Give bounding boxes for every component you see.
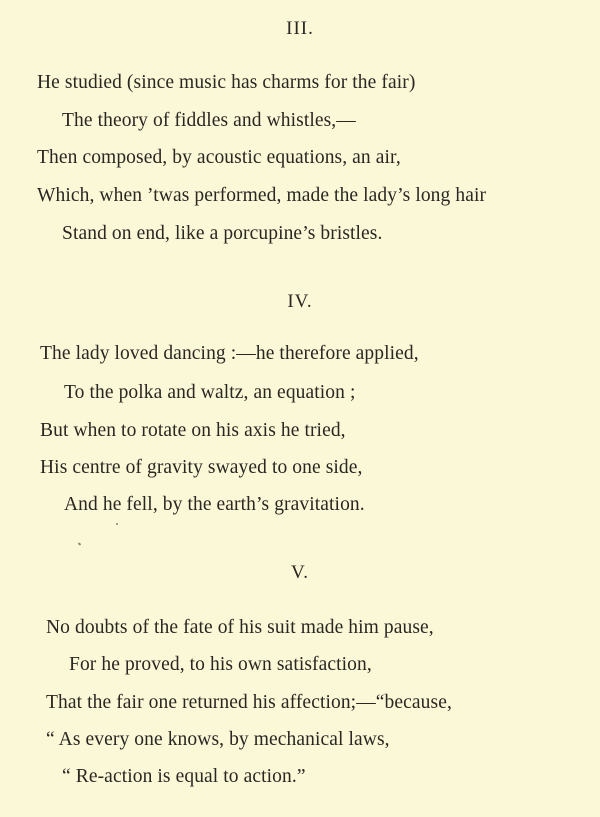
- stanza-5-line-5: “ Re-action is equal to action.”: [62, 766, 306, 787]
- stanza-5-line-4: “ As every one knows, by mechanical laws,: [46, 729, 390, 750]
- print-speck: [78, 542, 82, 545]
- print-speck: [116, 523, 119, 526]
- stanza-3-line-3: Then composed, by acoustic equations, an air,: [37, 147, 401, 168]
- stanza-3-heading: III.: [286, 18, 314, 39]
- stanza-5-line-3: That the fair one returned his affection;—“because,: [46, 692, 452, 713]
- stanza-3-line-1: He studied (since music has charms for the fair): [37, 72, 416, 93]
- stanza-4-line-1: The lady loved dancing :—he therefore applied,: [40, 343, 419, 364]
- stanza-3-line-2: The theory of fiddles and whistles,—: [62, 110, 356, 131]
- stanza-5-line-2: For he proved, to his own satisfaction,: [69, 654, 372, 675]
- stanza-4-line-4: His centre of gravity swayed to one side,: [40, 457, 363, 478]
- stanza-5-line-1: No doubts of the fate of his suit made him pause,: [46, 617, 434, 638]
- stanza-4-line-2: To the polka and waltz, an equation ;: [64, 382, 356, 403]
- stanza-5-heading: V.: [290, 562, 310, 583]
- stanza-3-line-4: Which, when ’twas performed, made the lady’s long hair: [37, 185, 487, 206]
- stanza-4-line-3: But when to rotate on his axis he tried,: [40, 420, 346, 441]
- stanza-3-line-5: Stand on end, like a porcupine’s bristles.: [62, 223, 383, 244]
- stanza-4-heading: IV.: [287, 291, 313, 312]
- stanza-4-line-5: And he fell, by the earth’s gravitation.: [64, 494, 365, 515]
